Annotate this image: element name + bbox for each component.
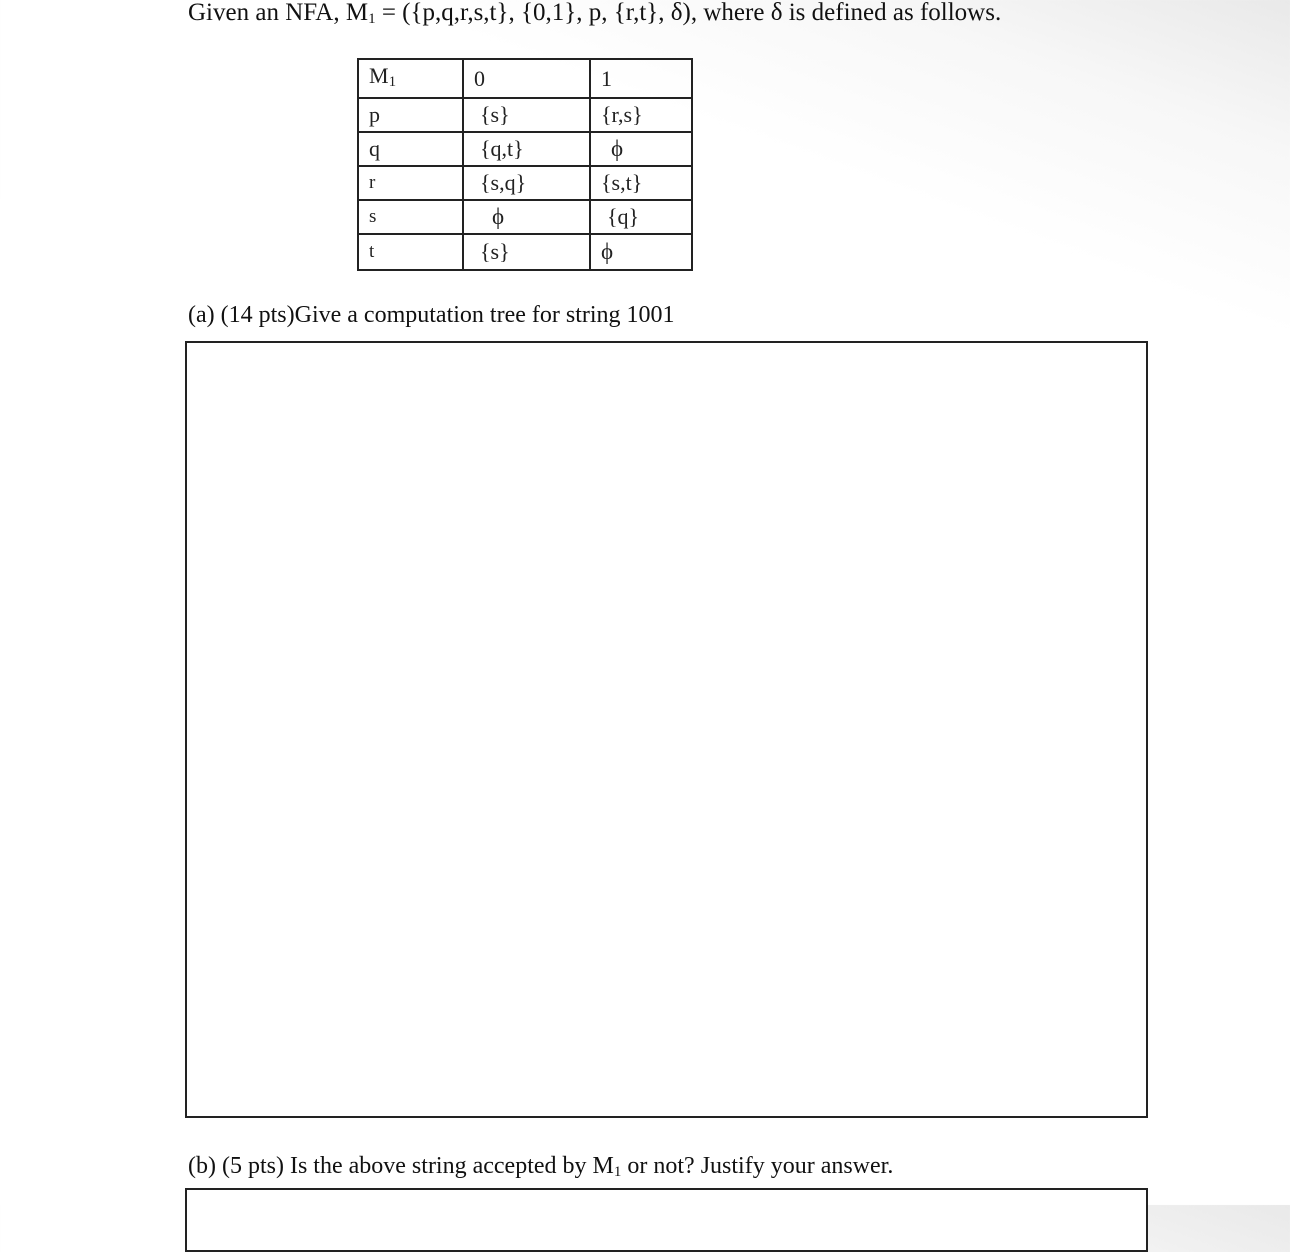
header-symbol-1: 1 — [590, 59, 692, 98]
table-header-row — [358, 59, 692, 98]
question-b-end: or not? Justify your answer. — [621, 1153, 894, 1179]
state-cell: r — [358, 166, 463, 200]
header-machine-cell — [358, 59, 463, 98]
state-cell: t — [358, 234, 463, 270]
transition-table — [357, 58, 693, 271]
header-machine-subscript: 1 — [388, 73, 397, 90]
question-b-subscript: 1 — [613, 1164, 622, 1180]
transition-on-0: {s} — [463, 234, 590, 270]
transition-on-1: ϕ — [590, 132, 692, 166]
table-row — [358, 200, 692, 234]
table-row — [358, 166, 692, 200]
transition-on-1: {s,t} — [590, 166, 692, 200]
state-cell: p — [358, 98, 463, 132]
answer-box-a[interactable] — [185, 341, 1148, 1118]
state-cell: q — [358, 132, 463, 166]
question-a: (a) (14 pts)Give a computation tree for string 1001 — [188, 302, 675, 328]
transition-on-0: {s,q} — [463, 166, 590, 200]
transition-on-1: {r,s} — [590, 98, 692, 132]
transition-on-1: {q} — [590, 200, 692, 234]
problem-statement-start: Given an NFA, M — [188, 0, 369, 26]
transition-on-0: ϕ — [463, 200, 590, 234]
table-row — [358, 234, 692, 270]
question-b-start: (b) (5 pts) Is the above string accepted by M — [188, 1153, 614, 1179]
transition-on-0: {q,t} — [463, 132, 590, 166]
transition-on-0: {s} — [463, 98, 590, 132]
problem-statement-end: = ({p,q,r,s,t}, {0,1}, p, {r,t}, δ), where δ is defined as follows. — [375, 0, 1002, 26]
question-b — [188, 1150, 893, 1188]
problem-statement — [188, 0, 1001, 35]
transition-on-1: ϕ — [590, 234, 692, 270]
state-cell: s — [358, 200, 463, 234]
table-row — [358, 132, 692, 166]
machine-subscript: 1 — [368, 11, 376, 27]
answer-box-b[interactable] — [185, 1188, 1148, 1252]
header-symbol-0: 0 — [463, 59, 590, 98]
table-row — [358, 98, 692, 132]
header-machine-label: M — [369, 62, 389, 88]
